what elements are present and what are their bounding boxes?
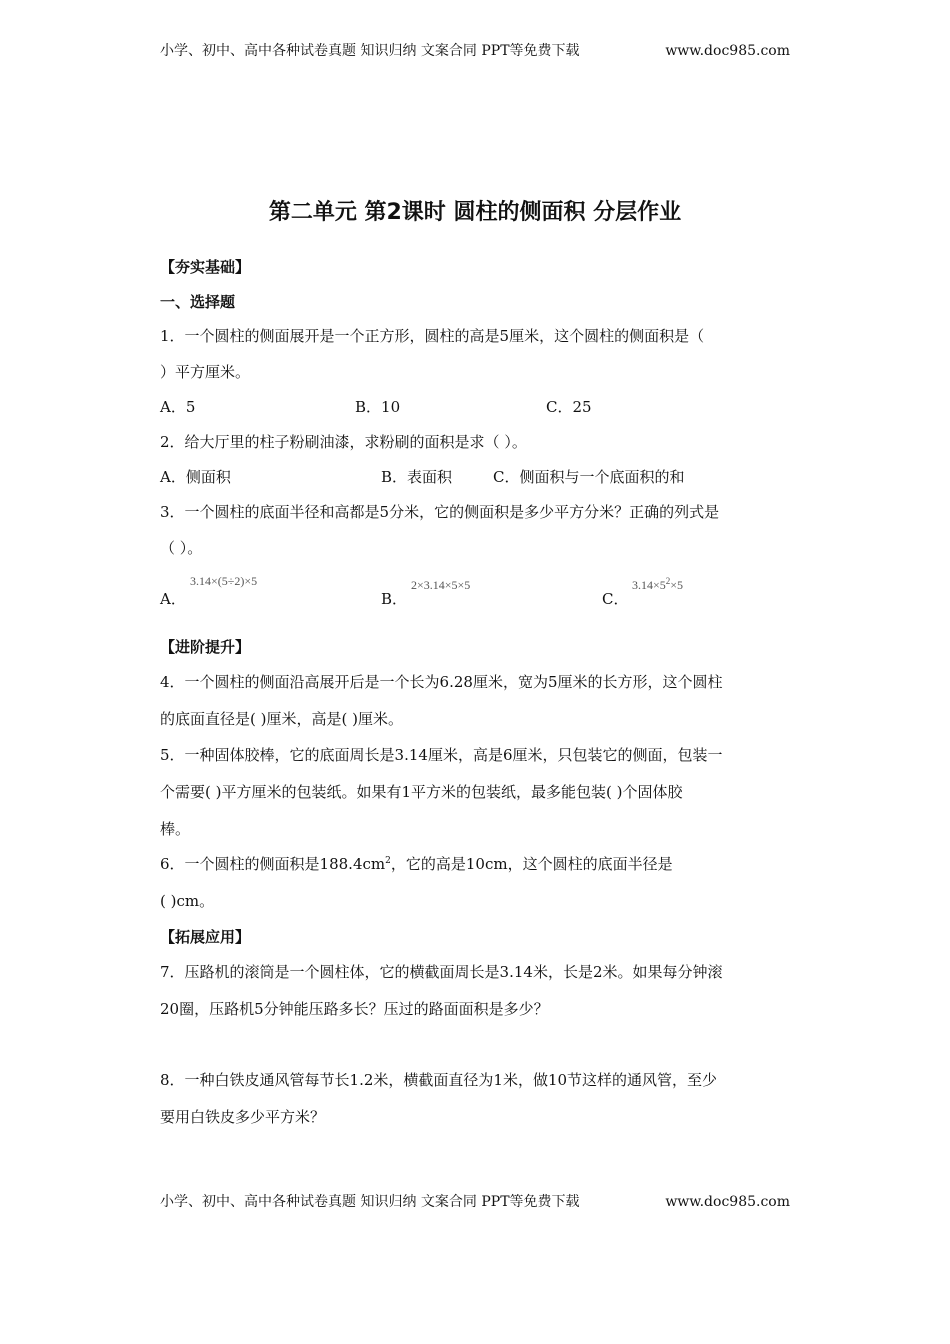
footer-url: www.doc985.com	[665, 1194, 790, 1210]
section-basic: 【夯实基础】	[160, 258, 251, 276]
q3-line1: 3．一个圆柱的底面半径和高都是5分米，它的侧面积是多少平方分米？正确的列式是	[160, 503, 720, 521]
q2-text: 2．给大厅里的柱子粉刷油漆，求粉刷的面积是求（ ）。	[160, 433, 527, 451]
footer-left-text: 小学、初中、高中各种试卷真题 知识归纳 文案合同 PPT等免费下载	[160, 1194, 580, 1210]
q5-line2: 个需要( )平方厘米的包装纸。如果有1平方米的包装纸，最多能包装( )个固体胶	[160, 783, 683, 801]
q7-line1: 7．压路机的滚筒是一个圆柱体，它的横截面周长是3.14米，长是2米。如果每分钟滚	[160, 963, 723, 981]
q3-option-b: B．	[381, 590, 408, 608]
q3-formula-b: 2×3.14×5×5	[411, 578, 471, 592]
q4-line2: 的底面直径是( )厘米，高是( )厘米。	[160, 710, 403, 728]
section-advanced: 【进阶提升】	[160, 638, 251, 656]
q2-option-c: C．侧面积与一个底面积的和	[493, 468, 685, 486]
q1-option-a: A．5	[160, 398, 196, 416]
page-footer	[160, 1192, 790, 1212]
q1-line1: 1．一个圆柱的侧面展开是一个正方形，圆柱的高是5厘米，这个圆柱的侧面积是（	[160, 327, 705, 345]
header-left-text: 小学、初中、高中各种试卷真题 知识归纳 文案合同 PPT等免费下载	[160, 43, 580, 59]
q3-line2: （ ）。	[160, 539, 203, 557]
q4-line1: 4．一个圆柱的侧面沿高展开后是一个长为6.28厘米，宽为5厘米的长方形，这个圆柱	[160, 673, 723, 691]
q5-line1: 5．一种固体胶棒，它的底面周长是3.14厘米，高是6厘米，只包装它的侧面，包装一	[160, 746, 723, 764]
q8-line1: 8．一种白铁皮通风管每节长1.2米，横截面直径为1米，做10节这样的通风管，至少	[160, 1071, 718, 1089]
q5-line3: 棒。	[160, 820, 191, 838]
header-url: www.doc985.com	[665, 43, 790, 59]
q3-option-a: A．	[160, 590, 186, 608]
part-choice-heading: 一、选择题	[160, 293, 236, 311]
q2-option-b: B．表面积	[381, 468, 453, 486]
section-extend: 【拓展应用】	[160, 928, 251, 946]
q1-option-c: C．25	[546, 398, 592, 416]
q1-line2: ）平方厘米。	[160, 363, 251, 381]
page-header	[160, 41, 790, 61]
q8-line2: 要用白铁皮多少平方米？	[160, 1108, 326, 1126]
q6-line2: ( )cm。	[160, 892, 215, 910]
q3-formula-a: 3.14×(5÷2)×5	[190, 574, 258, 588]
q2-option-a: A．侧面积	[160, 468, 231, 486]
q3-option-c: C．	[602, 590, 629, 608]
q7-line2: 20圈，压路机5分钟能压路多长？压过的路面面积是多少？	[160, 1000, 549, 1018]
q3-formula-c: $3.14\times 5^2\times 5$	[632, 576, 684, 592]
page-title: 第二单元 第2课时 圆柱的侧面积 分层作业	[268, 200, 682, 225]
q1-option-b: B．10	[355, 398, 401, 416]
q6-line1: 6．一个圆柱的侧面积是$188.4cm^2$，它的高是10cm，这个圆柱的底面半径是	[160, 855, 673, 873]
